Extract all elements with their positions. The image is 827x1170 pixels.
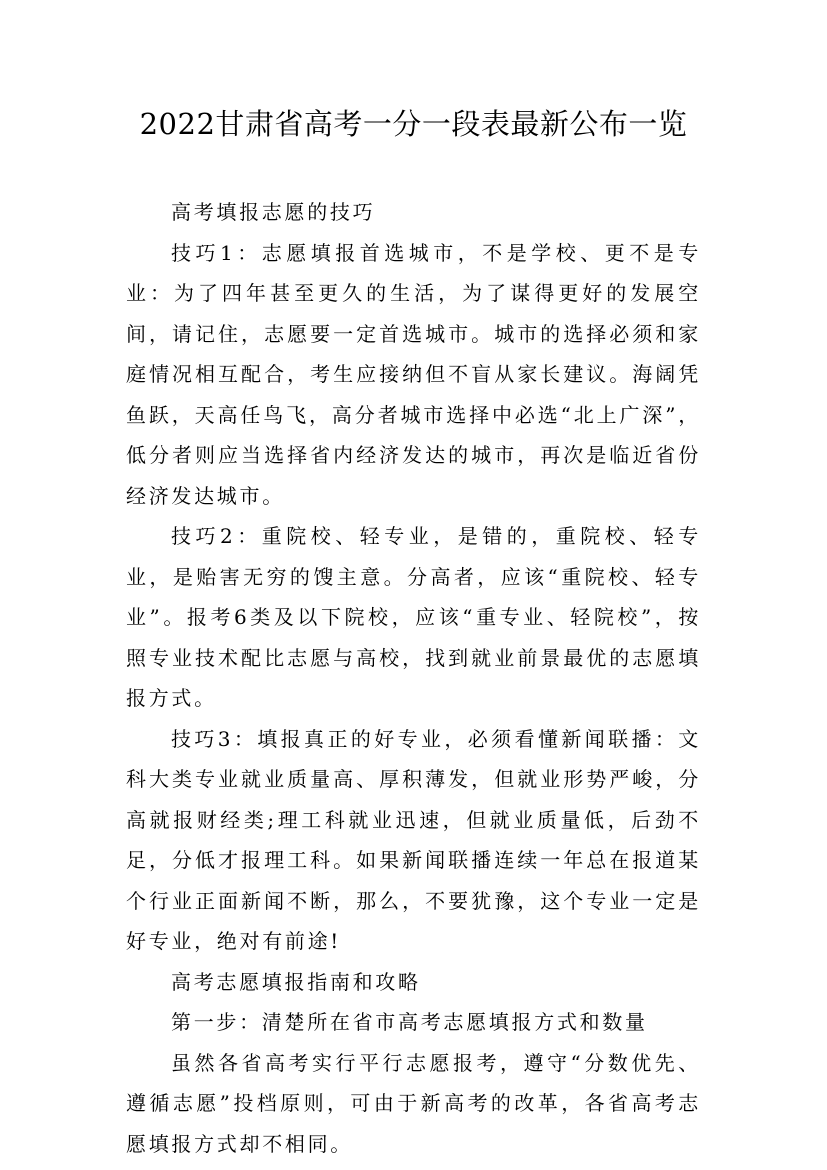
document-title: 2022甘肃省高考一分一段表最新公布一览 bbox=[139, 107, 688, 141]
document-body bbox=[126, 192, 701, 1164]
paragraph-step-1-detail: 虽然各省高考实行平行志愿报考，遵守“分数优先、遵循志愿”投档原则，可由于新高考的改革，各省高考志愿填报方式却不相同。 bbox=[126, 1050, 701, 1156]
paragraph-tip-3: 技巧3：填报真正的好专业，必须看懂新闻联播：文科大类专业就业质量高、厚积薄发，但就业形势严峻，分高就报财经类;理工科就业迅速，但就业质量低，后劲不足，分低才报理工科。如果新闻联播连续一年总在报道某个行业正面新闻不断，那么，不要犹豫，这个专业一定是好专业，绝对有前途! bbox=[126, 726, 701, 953]
paragraph-tip-1: 技巧1：志愿填报首选城市，不是学校、更不是专业：为了四年甚至更久的生活，为了谋得更好的发展空间，请记住，志愿要一定首选城市。城市的选择必须和家庭情况相互配合，考生应接纳但不盲从家长建议。海阔凭鱼跃，天高任鸟飞，高分者城市选择中必选“北上广深”，低分者则应当选择省内经济发达的城市，再次是临近省份经济发达城市。 bbox=[126, 240, 701, 508]
section-heading-guide: 高考志愿填报指南和攻略 bbox=[171, 969, 421, 994]
paragraph-tip-2: 技巧2：重院校、轻专业，是错的，重院校、轻专业，是贻害无穷的馊主意。分高者，应该“重院校、轻专业”。报考6类及以下院校，应该“重专业、轻院校”，按照专业技术配比志愿与高校，找到就业前景最优的志愿填报方式。 bbox=[126, 524, 701, 710]
section-heading-tips: 高考填报志愿的技巧 bbox=[171, 200, 376, 224]
paragraph-step-1: 第一步：清楚所在省市高考志愿填报方式和数量 bbox=[171, 1010, 648, 1034]
